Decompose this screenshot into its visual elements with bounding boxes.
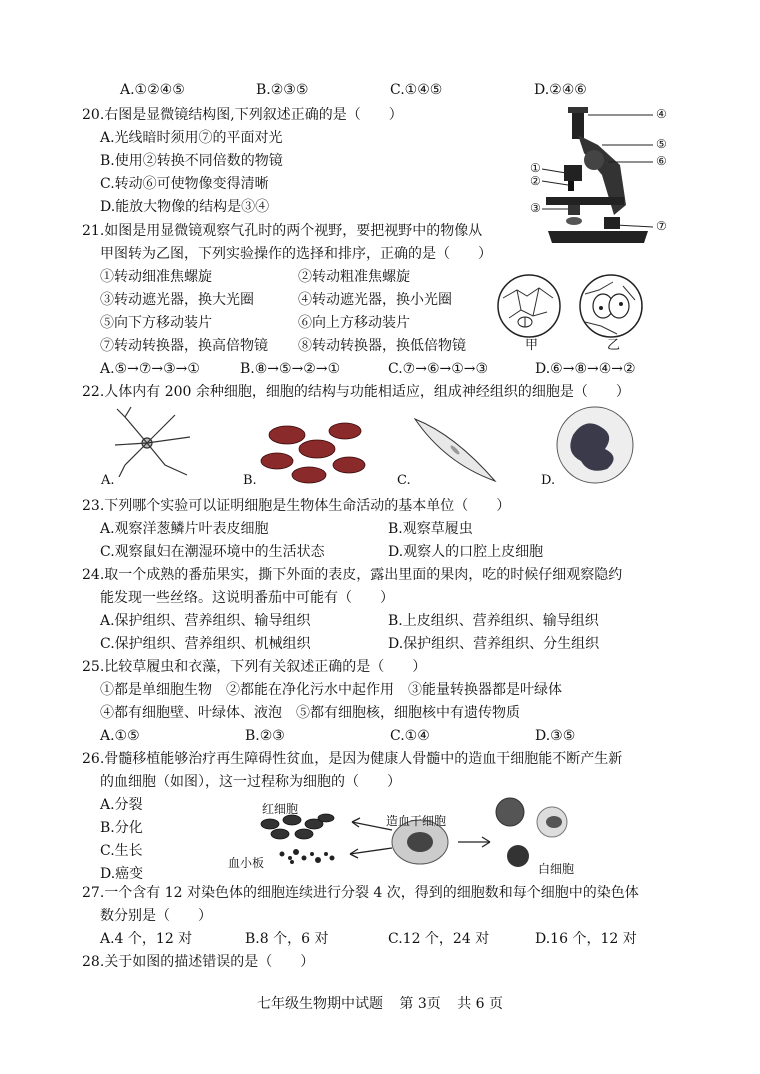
microscope-label-7: ⑦: [656, 219, 667, 233]
q19-option-c: C.①④⑤: [390, 82, 443, 98]
q26-stem-2: 的血细胞（如图），这一过程称为细胞的（ ）: [100, 774, 401, 790]
q21-step-8: ⑧转动转换器，换低倍物镜: [298, 338, 466, 354]
q27-option-b: B.8 个，6 对: [245, 931, 329, 947]
q19-option-a: A.①②④⑤: [120, 82, 185, 98]
q27-option-a: A.4 个，12 对: [100, 931, 193, 947]
q21-option-a: A.⑤→⑦→③→①: [100, 361, 200, 377]
label-platelet: 血小板: [228, 856, 265, 870]
microscope-label-5: ⑤: [656, 137, 667, 151]
q27-stem-1: 27.一个含有 12 对染色体的细胞连续进行分裂 4 次，得到的细胞数和每个细胞中的染色体: [82, 885, 639, 901]
stem-cell-figure: [222, 796, 612, 880]
microscope-label-4: ④: [656, 107, 667, 121]
microscope-label-1: ①: [530, 161, 541, 175]
q21-options: [0, 359, 760, 379]
q25-stem: 25.比较草履虫和衣藻，下列有关叙述正确的是（ ）: [82, 659, 427, 675]
stomata-figure: [493, 270, 653, 360]
q26-option-d: D.癌变: [100, 866, 144, 882]
q22-option-b: B.: [243, 473, 257, 488]
microscope-figure: [528, 105, 678, 245]
q27-option-c: C.12 个，24 对: [388, 931, 490, 947]
q20-option-b: B.使用②转换不同倍数的物镜: [100, 153, 283, 169]
q21-stem-1: 21.如图是用显微镜观察气孔时的两个视野，要把视野中的物像从: [82, 223, 483, 239]
q28-stem: 28.关于如图的描述错误的是（ ）: [82, 954, 315, 970]
q24-option-d: D.保护组织、营养组织、分生组织: [388, 636, 600, 652]
q22-cell-images: [95, 405, 665, 490]
q24-option-b: B.上皮组织、营养组织、输导组织: [388, 613, 599, 629]
microscope-label-6: ⑥: [656, 154, 667, 168]
q23-option-b: B.观察草履虫: [388, 521, 473, 537]
microscope-label-2: ②: [530, 174, 541, 188]
stomata-label-yi: 乙: [607, 338, 621, 353]
q22-stem: 22.人体内有 200 余种细胞，细胞的结构与功能相适应，组成神经组织的细胞是（ ）: [82, 384, 630, 400]
q19-options: [0, 80, 760, 100]
q21-step-2: ②转动粗准焦螺旋: [298, 269, 410, 285]
q21-step-5: ⑤向下方移动装片: [100, 315, 212, 331]
q21-option-c: C.⑦→⑥→①→③: [388, 361, 489, 377]
page-footer: [0, 993, 760, 1013]
q21-step-6: ⑥向上方移动装片: [298, 315, 410, 331]
q26-option-a: A.分裂: [100, 797, 143, 813]
q19-option-b: B.②③⑤: [256, 82, 309, 98]
q24-option-c: C.保护组织、营养组织、机械组织: [100, 636, 311, 652]
q22-option-a: A.: [101, 473, 115, 488]
q26-option-c: C.生长: [100, 843, 143, 859]
q21-step-7: ⑦转动转换器，换高倍物镜: [100, 338, 268, 354]
q23-option-c: C.观察鼠妇在潮湿环境中的生活状态: [100, 544, 325, 560]
q21-step-1: ①转动细准焦螺旋: [100, 269, 212, 285]
q25-option-d: D.③⑤: [535, 728, 576, 744]
q22-option-d: D.: [541, 473, 556, 488]
stomata-fields-illustration: [493, 270, 653, 345]
q25-statements-1: ①都是单细胞生物 ②都能在净化污水中起作用 ③能量转换器都是叶绿体: [100, 682, 562, 698]
label-red-blood-cell: 红细胞: [262, 802, 299, 816]
q23-stem: 23.下列哪个实验可以证明细胞是生物体生命活动的基本单位（ ）: [82, 498, 511, 514]
q25-statements-2: ④都有细胞壁、叶绿体、液泡 ⑤都有细胞核，细胞核中有遗传物质: [100, 705, 520, 721]
q19-option-d: D.②④⑥: [534, 82, 587, 98]
label-white-blood-cell: 白细胞: [538, 862, 575, 876]
q20-option-c: C.转动⑥可使物像变得清晰: [100, 176, 269, 192]
q20-stem: 20.右图是显微镜结构图,下列叙述正确的是（ ）: [82, 107, 403, 123]
footer-page-number: 第 3页: [399, 996, 441, 1012]
q24-option-a: A.保护组织、营养组织、输导组织: [100, 613, 311, 629]
q21-option-b: B.⑧→⑤→②→①: [240, 361, 341, 377]
q24-stem-1: 24.取一个成熟的番茄果实，撕下外面的表皮，露出里面的果肉，吃的时候仔细观察隐约: [82, 567, 623, 583]
q25-option-c: C.①④: [390, 728, 430, 744]
q27-option-d: D.16 个，12 对: [535, 931, 637, 947]
q20-option-d: D.能放大物像的结构是③④: [100, 199, 270, 215]
microscope-label-3: ③: [530, 201, 541, 215]
q27-options: [0, 929, 760, 949]
q22-option-c: C.: [397, 473, 411, 488]
footer-title: 七年级生物期中试题: [256, 996, 383, 1012]
q24-stem-2: 能发现一些丝络。这说明番茄中可能有（ ）: [100, 590, 394, 606]
q21-step-4: ④转动遮光器，换小光圈: [298, 292, 452, 308]
q26-option-b: B.分化: [100, 820, 143, 836]
q20-option-a: A.光线暗时须用⑦的平面对光: [100, 130, 283, 146]
stomata-label-jia: 甲: [525, 338, 539, 353]
footer-total-pages: 共 6 页: [457, 996, 504, 1012]
q21-step-3: ③转动遮光器，换大光圈: [100, 292, 254, 308]
label-hematopoietic-stem-cell: 造血干细胞: [386, 814, 447, 828]
q26-stem-1: 26.骨髓移植能够治疗再生障碍性贫血，是因为健康人骨髓中的造血干细胞能不断产生新: [82, 751, 623, 767]
q23-option-a: A.观察洋葱鳞片叶表皮细胞: [100, 521, 269, 537]
q23-option-d: D.观察人的口腔上皮细胞: [388, 544, 544, 560]
q25-option-b: B.②③: [245, 728, 285, 744]
q27-stem-2: 数分别是（ ）: [100, 908, 212, 924]
cell-types-illustration: [95, 405, 665, 490]
q25-option-a: A.①⑤: [100, 728, 140, 744]
q25-options: [0, 726, 760, 746]
q21-stem-2: 甲图转为乙图，下列实验操作的选择和排序，正确的是（ ）: [100, 246, 492, 262]
q21-option-d: D.⑥→⑧→④→②: [535, 361, 636, 377]
